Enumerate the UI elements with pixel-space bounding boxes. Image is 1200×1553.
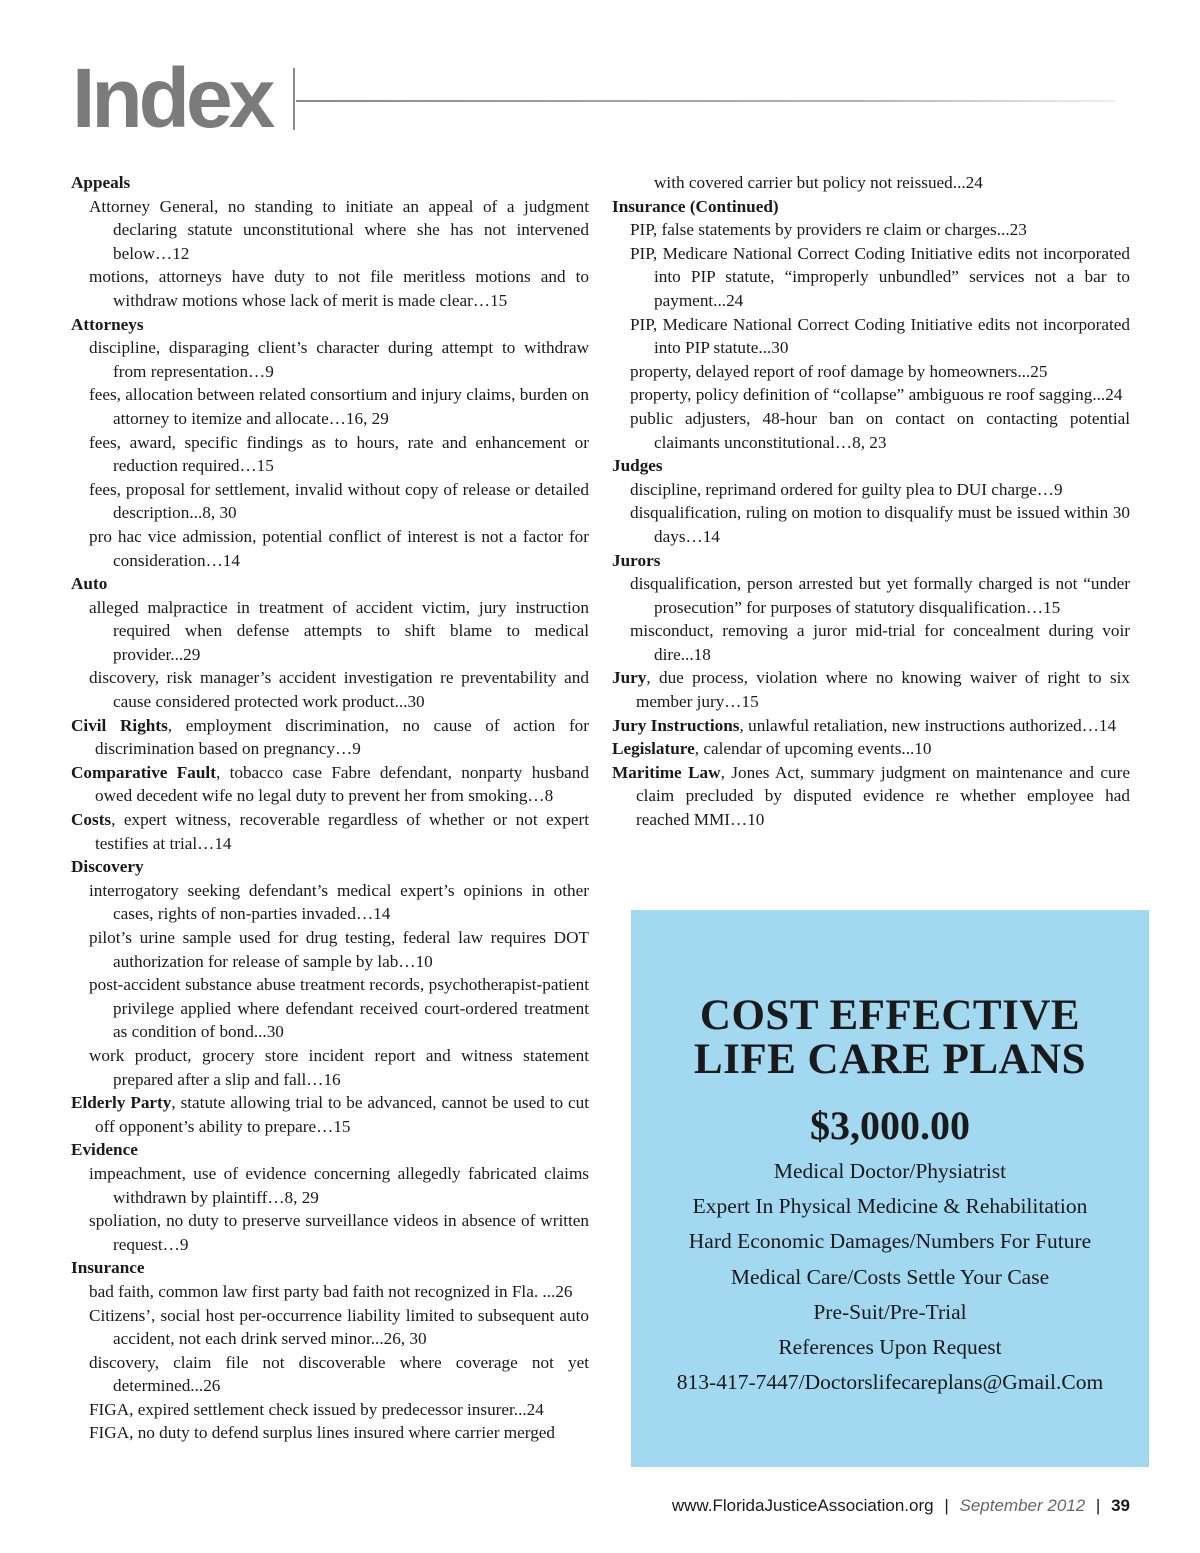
index-heading: Judges: [612, 456, 663, 476]
index-subentry: fees, allocation between related consortium and injury claims, burden on attorney to itemize and allocate…16, 29: [89, 385, 589, 428]
index-subentry: public adjusters, 48-hour ban on contact on contacting potential claimants unconstitutional…8, 23: [630, 408, 1130, 452]
index-subentry: alleged malpractice in treatment of accident victim, jury instruction required when defense attempts to shift blame to medical provider...29: [89, 597, 589, 664]
ad-contact: 813-417-7447/Doctorslifecareplans@Gmail.Com: [676, 1370, 1104, 1395]
footer-separator: |: [944, 1496, 949, 1515]
index-subentry: discipline, reprimand ordered for guilty plea to DUI charge…9: [630, 479, 1063, 499]
index-heading: Attorneys: [71, 314, 144, 334]
page-title: Index: [72, 51, 272, 145]
ad-line: Hard Economic Damages/Numbers For Future: [688, 1229, 1092, 1254]
page-number: 39: [1111, 1496, 1130, 1515]
footer-website[interactable]: www.FloridaJusticeAssociation.org: [671, 1496, 934, 1515]
index-subentry: property, delayed report of roof damage by homeowners...25: [630, 361, 1048, 381]
index-heading: Insurance (Continued): [612, 196, 779, 216]
index-subentry: interrogatory seeking defendant’s medical expert’s opinions in other cases, rights of non-parties invaded…14: [89, 880, 589, 924]
index-subentry: pro hac vice admission, potential conflict of interest is not a factor for consideration…14: [89, 526, 589, 570]
page-footer: [640, 1496, 1130, 1516]
index-subentry: bad faith, common law first party bad faith not recognized in Fla. ...26: [89, 1281, 573, 1301]
title-divider: [293, 68, 295, 130]
index-entry: [612, 737, 1130, 761]
index-subentry-continued: with covered carrier but policy not reissued...24: [654, 173, 983, 192]
index-heading: Discovery: [71, 857, 144, 877]
index-entry-text: , expert witness, recoverable regardless of whether or not expert testifies at trial…14: [95, 810, 589, 853]
index-entry-text: , employment discrimination, no cause of action for discrimination based on pregnancy…9: [95, 715, 589, 759]
index-column-right: [612, 171, 1130, 832]
advertisement-box: [631, 910, 1149, 1467]
index-subentry: impeachment, use of evidence concerning allegedly fabricated claims withdrawn by plaintiff…8, 29: [89, 1163, 589, 1207]
index-heading: Jurors: [612, 550, 661, 570]
ad-line: Expert In Physical Medicine & Rehabilitation: [692, 1194, 1088, 1219]
index-subentry: property, policy definition of “collapse” ambiguous re roof sagging...24: [630, 385, 1123, 405]
index-subentry: FIGA, expired settlement check issued by predecessor insurer...24: [89, 1399, 544, 1419]
index-entry-term: Civil Rights: [71, 715, 168, 735]
index-subentry: disqualification, ruling on motion to disqualify must be issued within 30 days…14: [630, 503, 1130, 546]
index-entry-text: , statute allowing trial to be advanced, cannot be used to cut off opponent’s ability to prepare…15: [95, 1093, 589, 1136]
index-subentry: motions, attorneys have duty to not file meritless motions and to withdraw motions whose lack of merit is made clear…15: [89, 267, 589, 310]
index-entry-term: Elderly Party: [71, 1093, 172, 1113]
index-subentry: post-accident substance abuse treatment records, psychotherapist-patient privilege applied where defendant received court-ordered treatment as condition of bond...30: [89, 975, 589, 1042]
title-rule: [296, 100, 1116, 102]
index-subentry: Citizens’, social host per-occurrence liability limited to subsequent auto accident, not each drink served minor...26, 30: [89, 1305, 589, 1349]
ad-headline-line-2: LIFE CARE PLANS: [693, 1036, 1087, 1083]
index-entry: [612, 666, 1130, 713]
index-entry-text: , tobacco case Fabre defendant, nonparty husband owed decedent wife no legal duty to prevent her from smoking…8: [95, 762, 589, 806]
ad-line: References Upon Request: [778, 1335, 1002, 1360]
index-entry-term: Jury: [612, 668, 647, 688]
index-entry-term: Comparative Fault: [71, 762, 216, 782]
footer-date: September 2012: [959, 1496, 1086, 1515]
index-subentry: misconduct, removing a juror mid-trial for concealment during voir dire...18: [630, 621, 1130, 664]
footer-separator: |: [1095, 1496, 1101, 1515]
index-entry-text: , Jones Act, summary judgment on maintenance and cure claim precluded by disputed evidence re whether employee had reached MMI…10: [636, 762, 1131, 830]
index-column-left: [71, 171, 589, 1445]
index-entry-text: , calendar of upcoming events...10: [694, 739, 932, 759]
index-entry-term: Costs: [71, 810, 112, 830]
index-entry-text: , unlawful retaliation, new instructions authorized…14: [739, 715, 1117, 735]
index-subentry: work product, grocery store incident report and witness statement prepared after a slip and fall…16: [89, 1045, 589, 1089]
index-entry-term: Legislature: [612, 739, 695, 759]
index-subentry: discipline, disparaging client’s character during attempt to withdraw from representation…9: [89, 338, 589, 381]
index-entry-text: , due process, violation where no knowing waiver of right to six member jury…15: [636, 668, 1130, 712]
index-entry-term: Jury Instructions: [612, 715, 740, 735]
index-entry: [612, 714, 1130, 738]
index-subentry: discovery, risk manager’s accident investigation re preventability and cause considered protected work product...30: [89, 668, 589, 712]
index-heading: Appeals: [71, 173, 131, 192]
index-entry: [71, 761, 589, 808]
index-subentry: PIP, false statements by providers re claim or charges...23: [630, 220, 1027, 240]
index-subentry: pilot’s urine sample used for drug testing, federal law requires DOT authorization for release of sample by lab…10: [89, 928, 589, 971]
index-heading: Insurance: [71, 1258, 145, 1278]
index-entry: [71, 1091, 589, 1138]
index-heading: Evidence: [71, 1140, 138, 1160]
index-subentry: fees, proposal for settlement, invalid without copy of release or detailed description...8, 30: [89, 479, 589, 523]
index-entry: [612, 761, 1130, 832]
index-subentry: FIGA, no duty to defend surplus lines insured where carrier merged: [89, 1423, 556, 1443]
index-entry: [71, 808, 589, 855]
index-subentry: fees, award, specific findings as to hours, rate and enhancement or reduction required…15: [89, 432, 589, 476]
ad-lines: [631, 1154, 1149, 1400]
ad-price: $3,000.00: [810, 1103, 970, 1148]
index-subentry: Attorney General, no standing to initiate an appeal of a judgment declaring statute unconstitutional where she has not intervened below…12: [89, 196, 589, 263]
index-subentry: discovery, claim file not discoverable where coverage not yet determined...26: [89, 1352, 589, 1396]
index-heading: Auto: [71, 574, 108, 594]
index-entry-term: Maritime Law: [612, 762, 721, 782]
ad-line: Pre-Suit/Pre-Trial: [813, 1299, 967, 1324]
ad-line: Medical Doctor/Physiatrist: [773, 1159, 1007, 1183]
ad-headline-line-1: COST EFFECTIVE: [699, 992, 1081, 1039]
index-subentry: spoliation, no duty to preserve surveillance videos in absence of written request…9: [89, 1211, 589, 1254]
index-subentry: PIP, Medicare National Correct Coding Initiative edits not incorporated into PIP statute...30: [630, 314, 1130, 358]
index-subentry: disqualification, person arrested but yet formally charged is not “under prosecution” for purposes of statutory disqualification…15: [630, 574, 1130, 617]
index-entry: [71, 714, 589, 761]
index-subentry: PIP, Medicare National Correct Coding Initiative edits not incorporated into PIP statute, “improperly unbundled” services not a bar to payment...24: [630, 243, 1130, 310]
ad-line: Medical Care/Costs Settle Your Case: [730, 1264, 1050, 1289]
ad-headline: [631, 994, 1149, 1082]
